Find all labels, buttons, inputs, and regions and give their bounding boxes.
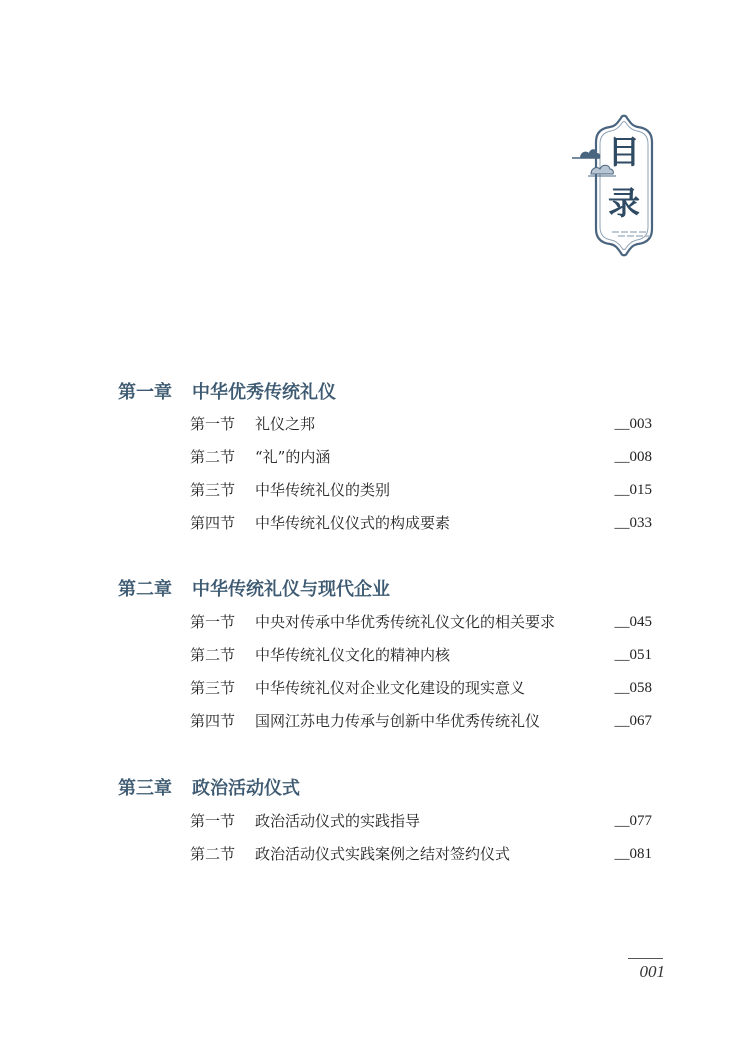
toc-entry: [190, 639, 652, 672]
section-page-number: __067: [614, 713, 652, 729]
section-label: 第三节: [190, 679, 236, 697]
chapter-label: 第二章: [118, 579, 172, 600]
chapter-label: 第一章: [118, 382, 172, 403]
toc-entry: [190, 805, 652, 838]
section-page-number: __081: [614, 846, 652, 862]
section-label: 第一节: [190, 613, 236, 631]
section-page-number: __077: [614, 813, 652, 829]
section-label: 第一节: [190, 812, 236, 830]
toc-entry: [190, 507, 652, 540]
toc-entry: [190, 838, 652, 871]
toc-entry: [190, 441, 652, 474]
section-page-number: __051: [614, 647, 652, 663]
section-label: 第四节: [190, 514, 236, 532]
section-page-number: __008: [614, 449, 652, 465]
toc-title-char-1: 目: [607, 133, 640, 171]
chapter-heading: [118, 778, 638, 800]
chapter-heading: [118, 382, 638, 404]
page-number: 001: [639, 962, 665, 981]
section-title: 政治活动仪式实践案例之结对签约仪式: [255, 845, 511, 863]
section-page-number: __033: [614, 515, 652, 531]
section-label: 第二节: [190, 646, 236, 664]
section-page-number: __058: [614, 680, 652, 696]
chapter-title: 中华优秀传统礼仪: [192, 382, 336, 403]
section-page-number: __003: [614, 416, 652, 432]
section-label: 第三节: [190, 481, 236, 499]
section-title: 国网江苏电力传承与创新中华优秀传统礼仪: [255, 712, 541, 730]
toc-entry: [190, 606, 652, 639]
section-title: 礼仪之邦: [255, 415, 316, 433]
chapter-title: 政治活动仪式: [192, 778, 300, 799]
toc-entry: [190, 672, 652, 705]
section-label: 第一节: [190, 415, 236, 433]
section-title: “礼”的内涵: [255, 448, 331, 466]
section-title: 中华传统礼仪文化的精神内核: [255, 646, 451, 664]
toc-entry: [190, 408, 652, 441]
section-title: 政治活动仪式的实践指导: [255, 812, 421, 830]
section-label: 第二节: [190, 845, 236, 863]
section-label: 第二节: [190, 448, 236, 466]
chapter-title: 中华传统礼仪与现代企业: [192, 579, 390, 600]
footer-rule: [628, 958, 663, 959]
chapter-label: 第三章: [118, 778, 172, 799]
section-label: 第四节: [190, 712, 236, 730]
section-title: 中央对传承中华优秀传统礼仪文化的相关要求: [255, 613, 556, 631]
toc-title-char-2: 录: [607, 184, 640, 222]
section-page-number: __015: [614, 482, 652, 498]
section-page-number: __045: [614, 614, 652, 630]
section-title: 中华传统礼仪对企业文化建设的现实意义: [255, 679, 526, 697]
toc-entry: [190, 705, 652, 738]
chapter-heading: [118, 579, 638, 601]
section-title: 中华传统礼仪仪式的构成要素: [255, 514, 451, 532]
section-title: 中华传统礼仪的类别: [255, 481, 391, 499]
toc-entry: [190, 474, 652, 507]
